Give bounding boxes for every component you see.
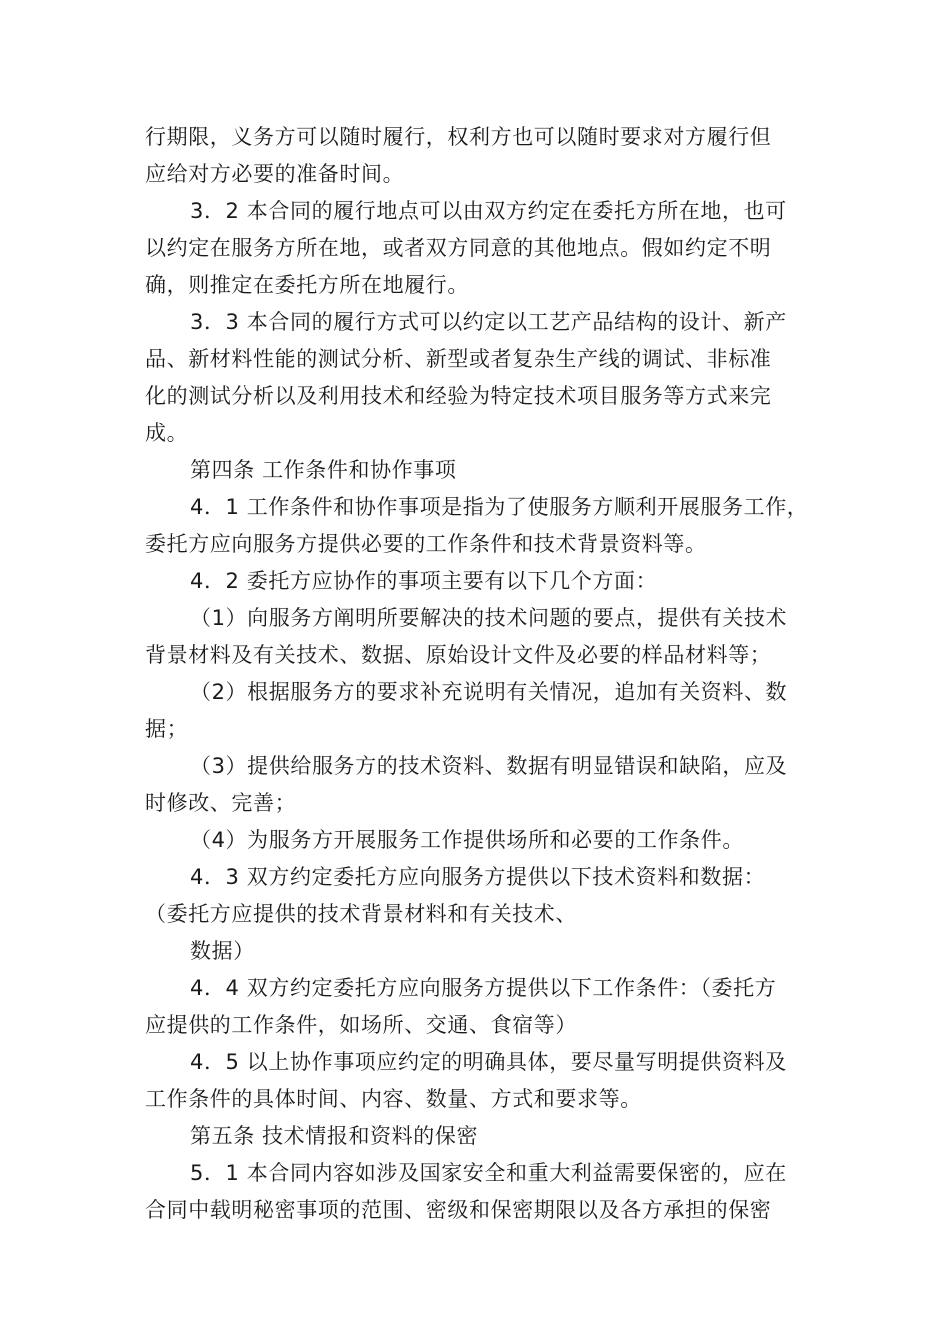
text-line: 品、新材料性能的测试分析、新型或者复杂生产线的调试、非标准 [145,347,772,371]
text-line: 4．5 以上协作事项应约定的明确具体，要尽量写明提供资料及 [190,1050,787,1074]
list-item-line: （3）提供给服务方的技术资料、数据有明显错误和缺陷，应及 [190,754,788,778]
text-line: 确，则推定在委托方所在地履行。 [145,273,469,297]
text-line: 4．4 双方约定委托方应向服务方提供以下工作条件：（委托方 [190,976,777,1000]
list-item-line: （1）向服务方阐明所要解决的技术问题的要点，提供有关技术 [190,606,788,630]
list-item-line: 背景材料及有关技术、数据、原始设计文件及必要的样品材料等； [145,643,772,667]
text-line: 以约定在服务方所在地，或者双方同意的其他地点。假如约定不明 [145,236,772,260]
section-heading: 第五条 技术情报和资料的保密 [190,1124,479,1148]
text-line: 3．3 本合同的履行方式可以约定以工艺产品结构的设计、新产 [190,310,787,334]
section-heading: 第四条 工作条件和协作事项 [190,458,457,482]
text-line: 4．1 工作条件和协作事项是指为了使服务方顺利开展服务工作， [190,495,809,519]
text-line: 化的测试分析以及利用技术和经验为特定技术项目服务等方式来完 [145,384,772,408]
text-line: 4．2 委托方应协作的事项主要有以下几个方面： [190,569,658,593]
text-line: 应提供的工作条件，如场所、交通、食宿等） [145,1013,577,1037]
text-line: 成。 [145,421,189,445]
list-item-line: 时修改、完善； [145,791,297,815]
text-line: （委托方应提供的技术背景材料和有关技术、 [145,902,577,926]
text-line: 5．1 本合同内容如涉及国家安全和重大利益需要保密的，应在 [190,1161,787,1185]
text-line: 行期限，义务方可以随时履行，权利方也可以随时要求对方履行但 [145,125,772,149]
text-line: 合同中载明秘密事项的范围、密级和保密期限以及各方承担的保密 [145,1198,772,1222]
text-line: 3．2 本合同的履行地点可以由双方约定在委托方所在地，也可 [190,199,787,223]
text-line: 工作条件的具体时间、内容、数量、方式和要求等。 [145,1087,642,1111]
text-line: 委托方应向服务方提供必要的工作条件和技术背景资料等。 [145,532,707,556]
text-line: 4．3 双方约定委托方应向服务方提供以下技术资料和数据： [190,865,766,889]
text-line: 应给对方必要的准备时间。 [145,162,405,186]
list-item-line: （4）为服务方开展服务工作提供场所和必要的工作条件。 [190,828,744,852]
list-item-line: （2）根据服务方的要求补充说明有关情况，追加有关资料、数 [190,680,788,704]
list-item-line: 据； [145,717,189,741]
text-line: 数据） [190,939,255,963]
